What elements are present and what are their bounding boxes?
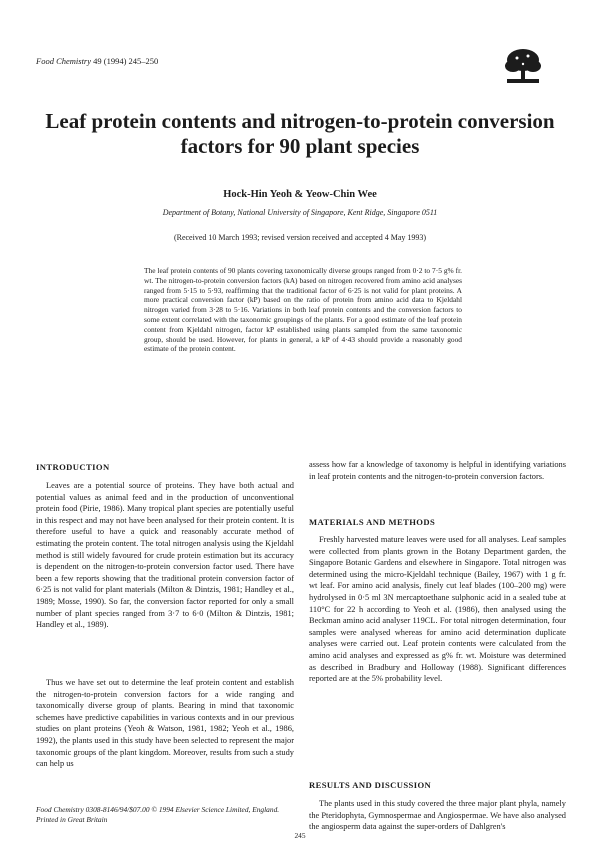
methods-paragraph-1: Freshly harvested mature leaves were used for all analyses. Leaf samples were collected from plants grown in the Botany Department garden, the Singapore Botanic Gardens and elsewhere in Singapore. Total nitrogen was determined using the micro-Kjeldahl technique (Bailey, 1967) with 1 g fr. wt leaf. For amino acid analysis, finely cut leaf blades (100–200 mg) were hydrolysed in 0·5 ml 3N mercaptoethane sulphonic acid in a sealed tube at 110°C for 22 h according to Yeoh et al. (1986), then analysed using the Beckman amino acid analyser 119CL. For total nitrogen determination, four samples were analysed whereas for amino acid determination duplicate analyses were carried out. Leaf protein contents were calculated from the amino acid analyses and expressed as g% fr. wt. Moisture was determined as described in Bradbury and Holloway (1988). Significant differences reported are at the 5% probability level. xyxy=(309,535,566,684)
abstract: The leaf protein contents of 90 plants covering taxonomically diverse groups ranged from 0·2 to 7·5 g% fr. wt. The nitrogen-to-protein conversion factors (kA) based on nitrogen recovered from amino acid analyses ranged from 5·15 to 5·93, reaffirming that the traditional factor of 6·25 is not valid for plant proteins. A more practical conversion factor (kP) based on the ratio of protein from amino acid data to Kjeldahl nitrogen varied from 3·28 to 5·16. Variations in both leaf protein contents and the conversion factors to some extent correlated with the taxonomic groupings of the plants. For a good estimate of the leaf protein content from Kjeldahl nitrogen, factor kP established using plants sampled from the same taxonomic group, should be used. However, for plants in general, a kP of 4·43 should provide a reasonably good estimate of the protein content. xyxy=(144,266,462,354)
results-paragraph-1: The plants used in this study covered the three major plant phyla, namely the Pteridophyta, Gymnospermae and Angiospermae. We have also analysed the angiosperm data against the super-orders of Dahlgren's xyxy=(309,799,566,832)
introduction-heading: INTRODUCTION xyxy=(36,462,110,472)
journal-name: Food Chemistry xyxy=(36,56,92,66)
journal-volume: 49 xyxy=(93,56,102,66)
authors: Hock-Hin Yeoh & Yeow-Chin Wee xyxy=(223,189,377,200)
page-number: 245 xyxy=(294,831,306,840)
article-title: Leaf protein contents and nitrogen-to-protein conversion factors for 90 plant species xyxy=(45,109,555,158)
results-heading: RESULTS AND DISCUSSION xyxy=(309,780,432,790)
elsevier-tree-logo xyxy=(503,46,543,86)
methods-heading: MATERIALS AND METHODS xyxy=(309,517,436,527)
copyright-footnote: Food Chemistry 0308-8146/94/$07.00 © 1994 Elsevier Science Limited, England. Printed in Great Britain xyxy=(36,805,280,824)
introduction-paragraph-2: Thus we have set out to determine the leaf protein content and establish the nitrogen-to-protein conversion factors for a wide ranging and taxonomically diverse group of plants. Bearing in mind that taxonomic schemes have predictive capabilities in various contexts and in our previous studies on plant proteins (Yeoh & Watson, 1981, 1982; Yeoh et al., 1986, 1992), the plants used in this study have been selected to represent the major taxonomic groups of the plant kingdom. Moreover, results from such a study can help us xyxy=(36,678,294,769)
column2-paragraph-1: assess how far a knowledge of taxonomy is helpful in identifying variations in leaf protein contents and the nitrogen-to-protein conversion factors. xyxy=(309,460,566,481)
affiliation: Department of Botany, National University of Singapore, Kent Ridge, Singapore 0511 xyxy=(162,208,438,217)
received-dates: (Received 10 March 1993; revised version received and accepted 4 May 1993) xyxy=(173,233,427,242)
journal-citation xyxy=(36,56,158,66)
journal-year-pages: (1994) 245–250 xyxy=(103,56,159,66)
introduction-paragraph-1: Leaves are a potential source of proteins. They have both actual and potential values as animal feed and in the production of unconventional protein food (Pirie, 1986). Many tropical plant species are potentially useful in this respect and may not have been analysed for their protein content. It is therefore useful to have a quick and reasonably accurate method of estimating the protein content. The total nitrogen analysis using the Kjeldahl method is still widely favoured for crude protein estimation but its accuracy is dependent on the nitrogen-to-protein conversion factor used. There have been a few reports showing that the traditional protein conversion factor of 6·25 is not valid for plant materials (Milton & Dintzis, 1981; Handley et al., 1989; Mosse, 1990). So far, the conversion factor reported for only a small number of plant species ranged from 3·7 to 6·0 (Milton & Dintzis, 1981; Handley et al., 1989). xyxy=(36,481,294,630)
